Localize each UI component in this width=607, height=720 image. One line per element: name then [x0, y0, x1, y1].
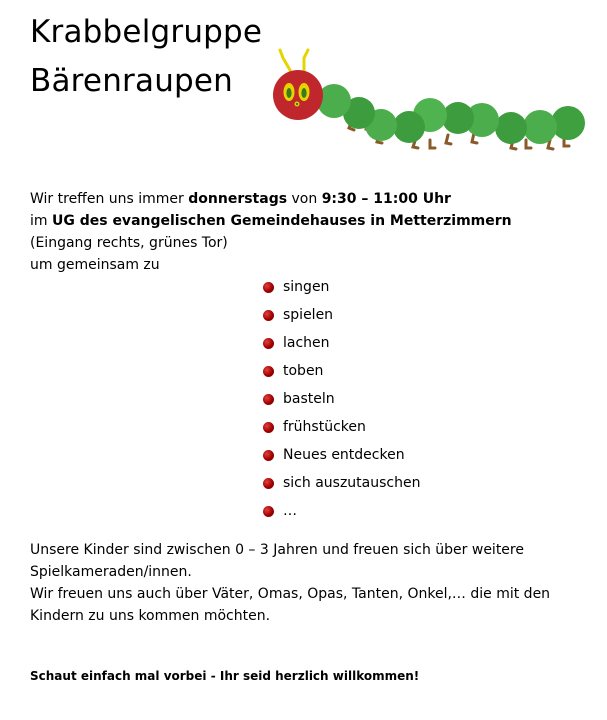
title-line-2: Bärenraupen: [30, 63, 234, 99]
outro-line-1: Unsere Kinder sind zwischen 0 – 3 Jahren und freuen sich über weitere: [30, 542, 524, 558]
intro-line-2a: im: [30, 213, 52, 229]
outro-line-2: Spielkameraden/innen.: [30, 564, 192, 580]
outro-line-3: Wir freuen uns auch über Väter, Omas, Opas, Tanten, Onkel,… die mit den: [30, 586, 551, 602]
meeting-day: donnerstags: [188, 191, 288, 207]
bullet-icon: [263, 394, 274, 405]
activity-label: lachen: [283, 335, 330, 351]
bullet-icon: [263, 338, 274, 349]
activity-label: singen: [283, 279, 330, 295]
activity-label: Neues entdecken: [283, 447, 405, 463]
list-item: [263, 469, 420, 497]
intro-line-4: um gemeinsam zu: [30, 257, 160, 273]
activity-list: [263, 273, 420, 525]
meeting-time: 9:30 – 11:00 Uhr: [321, 191, 451, 207]
bullet-icon: [263, 310, 274, 321]
intro-line-1c: von: [287, 191, 322, 207]
outro-text: [30, 539, 550, 627]
list-item: [263, 441, 420, 469]
footer-invitation: Schaut einfach mal vorbei - Ihr seid herzlich willkommen!: [30, 669, 420, 683]
intro-text: [30, 188, 512, 276]
list-item: [263, 357, 420, 385]
page-title: [30, 8, 262, 106]
activity-label: toben: [283, 363, 324, 379]
intro-line-1a: Wir treffen uns immer: [30, 191, 189, 207]
list-item: [263, 301, 420, 329]
bullet-icon: [263, 478, 274, 489]
activity-label: …: [283, 503, 297, 519]
activity-label: frühstücken: [283, 419, 366, 435]
bullet-icon: [263, 366, 274, 377]
bullet-icon: [263, 282, 274, 293]
bullet-icon: [263, 422, 274, 433]
list-item: [263, 385, 420, 413]
intro-line-1: [30, 188, 512, 210]
list-item: [263, 413, 420, 441]
list-item: [263, 273, 420, 301]
meeting-location: UG des evangelischen Gemeindehauses in Metterzimmern: [51, 213, 512, 229]
bullet-icon: [263, 450, 274, 461]
activity-label: spielen: [283, 307, 334, 323]
bullet-icon: [263, 506, 274, 517]
intro-line-3: (Eingang rechts, grünes Tor): [30, 235, 228, 251]
activity-label: basteln: [283, 391, 335, 407]
intro-line-2: [30, 210, 512, 232]
activity-label: sich auszutauschen: [283, 475, 421, 491]
list-item: [263, 497, 420, 525]
caterpillar-icon: [268, 40, 588, 155]
list-item: [263, 329, 420, 357]
title-line-1: Krabbelgruppe: [30, 14, 263, 50]
outro-line-4: Kindern zu uns kommen möchten.: [30, 608, 271, 624]
